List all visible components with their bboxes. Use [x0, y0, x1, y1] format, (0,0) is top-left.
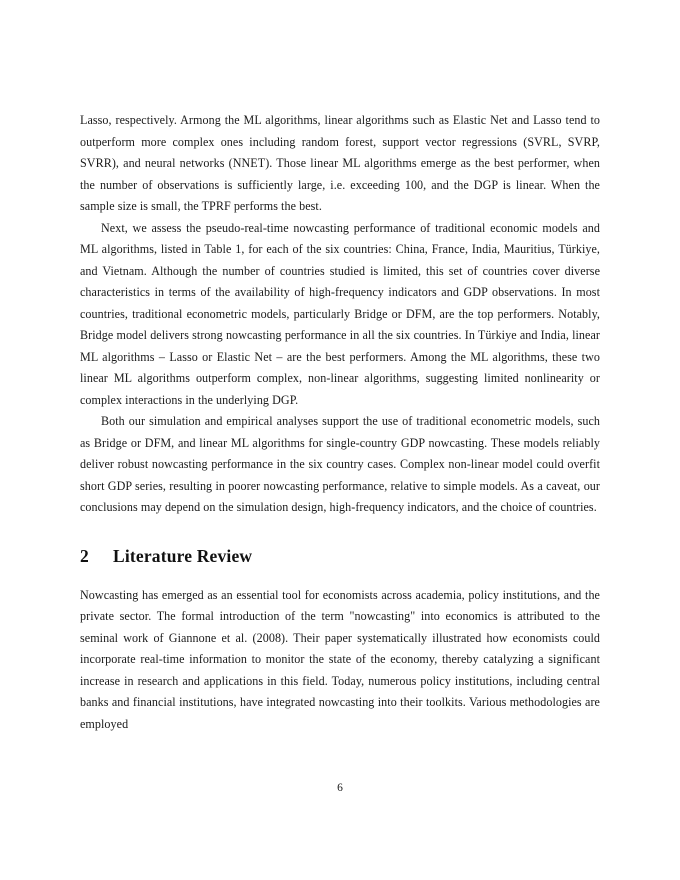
- page-content-column: [80, 110, 600, 735]
- section-title: Literature Review: [113, 545, 253, 566]
- section-number: 2: [80, 545, 89, 566]
- section-heading-literature-review: [80, 545, 600, 567]
- page-number-footer: 6: [337, 782, 343, 794]
- body-paragraph-ml-algorithms: Lasso, respectively. Armong the ML algorithms, linear algorithms such as Elastic Net and Lasso tend to outperform more complex ones including random forest, support vector regressions (SVRL, SVRP, SVRR), and neural networks (NNET). Those linear ML algorithms emerge as the best performer, when the number of observations is sufficiently large, i.e. exceeding 100, and the DGP is linear. When the sample size is small, the TPRF performs the best.: [80, 113, 600, 213]
- heading-spacer-above: [80, 519, 600, 545]
- body-paragraph-pseudo-real-time: Next, we assess the pseudo-real-time nowcasting performance of traditional economic models and ML algorithms, listed in Table 1, for each of the six countries: China, France, India, Mauritius, Türkiye, and Vietnam. Although the number of countries studied is limited, this set of countries cover diverse characteristics in terms of the availability of high-frequency indicators and GDP observations. In most countries, traditional econometric models, particularly Bridge or DFM, are the top performers. Notably, Bridge model delivers strong nowcasting performance in all the six countries. In Türkiye and India, linear ML algorithms – Lasso or Elastic Net – are the best performers. Among the ML algorithms, these two linear ML algorithms outperform complex, non-linear algorithms, suggesting limited nonlinearity or complex interactions in the underlying DGP.: [80, 220, 600, 407]
- section-paragraph-nowcasting-intro: Nowcasting has emerged as an essential tool for economists across academia, policy institutions, and the private sector. The formal introduction of the term "nowcasting" into economics is attributed to the seminal work of Giannone et al. (2008). Their paper systematically illustrated how economists could incorporate real-time information to monitor the state of the economy, thereby catalyzing a significant increase in research and applications in this field. Today, numerous policy institutions, including central banks and financial institutions, have integrated nowcasting into their toolkits. Various methodologies are employed: [80, 587, 600, 731]
- heading-spacer-below: [80, 567, 600, 585]
- body-paragraph-conclusions: Both our simulation and empirical analyses support the use of traditional econometric models, such as Bridge or DFM, and linear ML algorithms for single-country GDP nowcasting. These models reliably deliver robust nowcasting performance in the six country cases. Complex non-linear model could overfit short GDP series, resulting in poorer nowcasting performance, relative to simple models. As a caveat, our conclusions may depend on the simulation design, high-frequency indicators, and the choice of countries.: [80, 414, 600, 514]
